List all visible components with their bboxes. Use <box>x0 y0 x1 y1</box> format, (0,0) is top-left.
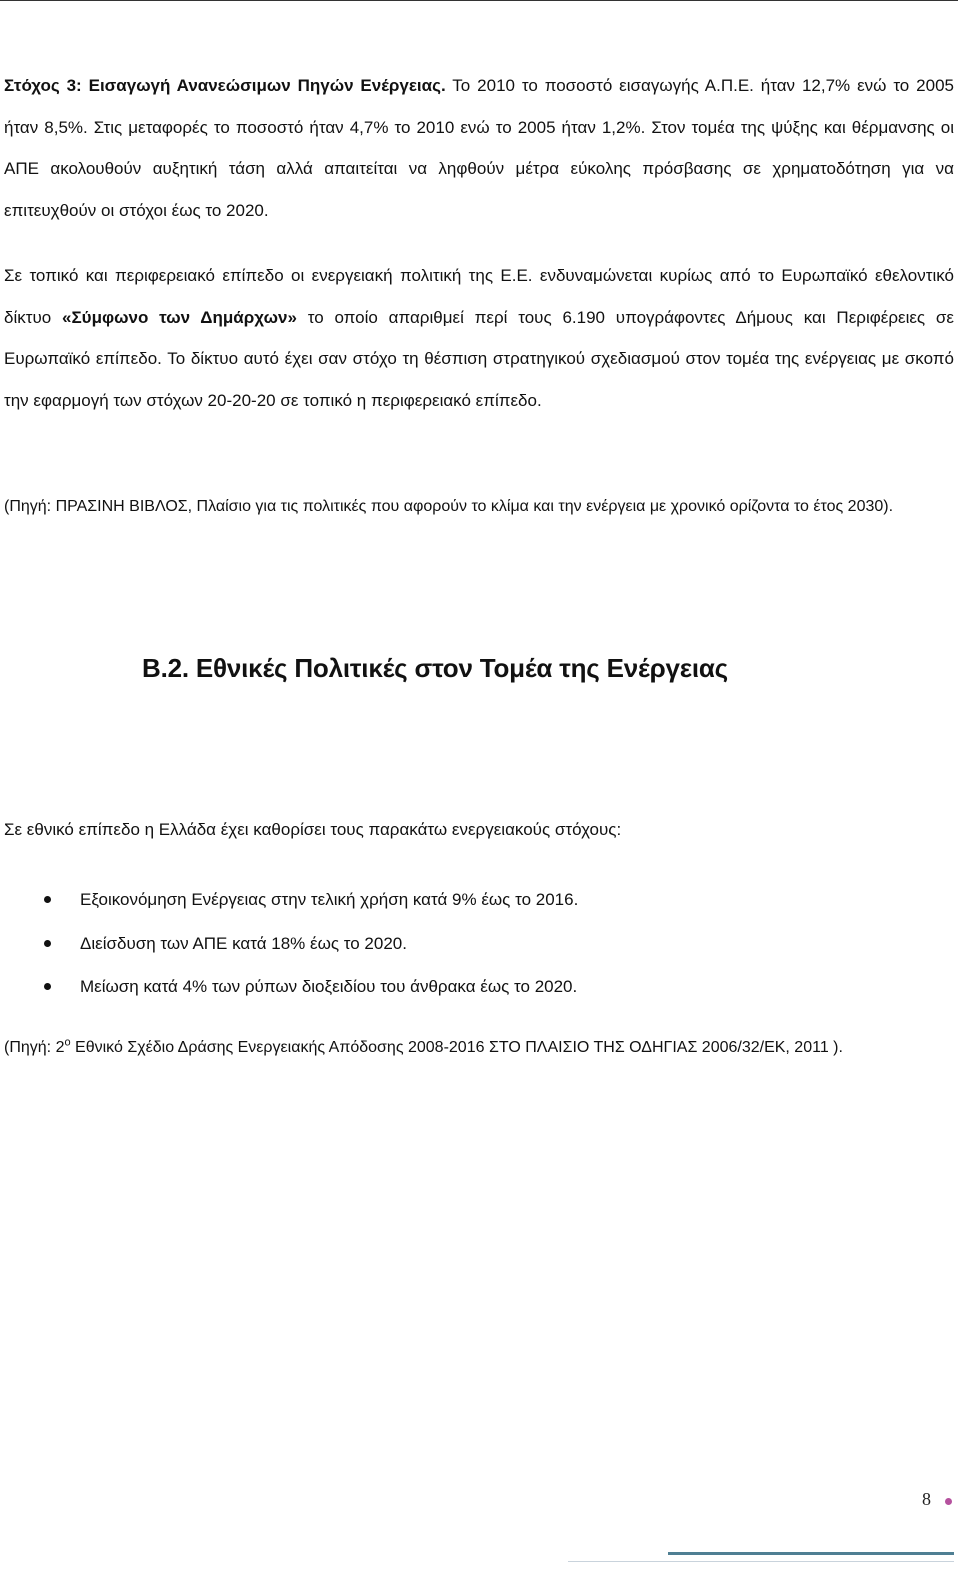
goals-list <box>0 878 960 1009</box>
paragraph-text-before: Σε τοπικό και περιφερειακό επίπεδο οι ενεργειακή πολιτική της Ε.Ε. ενδυναμώνεται κυρίως από το Ευρωπαϊκό εθελοντικό δίκτυο <box>4 266 954 327</box>
bullet-icon <box>44 983 51 990</box>
source-rest: Εθνικό Σχέδιο Δράσης Ενεργειακής Απόδοσης 2008-2016 ΣΤΟ ΠΛΑΙΣΙΟ ΤΗΣ ΟΔΗΓΙΑΣ 2006/32/ΕΚ, 2011 ). <box>70 1039 843 1056</box>
national-goals-lead: Σε εθνικό επίπεδο η Ελλάδα έχει καθορίσει τους παρακάτω ενεργειακούς στόχους: <box>4 820 622 839</box>
section-heading: Β.2. Εθνικές Πολιτικές στον Τομέα της Ενέργειας <box>142 653 728 683</box>
paragraph-text: Το 2010 το ποσοστό εισαγωγής Α.Π.Ε. ήταν 12,7% ενώ το 2005 ήταν 8,5%. Στις μεταφορές το ποσοστό ήταν 4,7% το 2010 ενώ το 2005 ήταν 1,2%. Στον τομέα της ψύξης και θέρμανσης οι ΑΠΕ ακολουθούν αυξητική τάση αλλά απαιτείται να ληφθούν μέτρα εύκολης πρόσβασης σε χρηματοδότηση για να επιτευχθούν οι στόχοι έως το 2020. <box>4 76 954 220</box>
paragraph-covenant <box>4 255 954 421</box>
source-national-plan <box>4 1028 954 1067</box>
footer-line-thin <box>568 1561 954 1562</box>
list-item-text: Μείωση κατά 4% των ρύπων διοξειδίου του άνθρακα έως το 2020. <box>80 977 578 996</box>
list-item <box>0 965 960 1009</box>
source-green-paper: (Πηγή: ΠΡΑΣΙΝΗ ΒΙΒΛΟΣ, Πλαίσιο για τις πολιτικές που αφορούν το κλίμα και την ενέργεια με χρονικό ορίζοντα το έτος 2030). <box>4 498 894 515</box>
source-superscript: ο <box>64 1036 71 1049</box>
top-rule <box>0 0 958 1</box>
paragraph-bold-lead: Στόχος 3: Εισαγωγή Ανανεώσιμων Πηγών Ενέργειας. <box>4 76 446 95</box>
list-item-text: Εξοικονόμηση Ενέργειας στην τελική χρήση κατά 9% έως το 2016. <box>80 890 579 909</box>
list-item <box>0 878 960 922</box>
bullet-icon <box>44 940 51 947</box>
paragraph-text-after: το οποίο απαριθμεί περί τους 6.190 υπογράφοντες Δήμους και Περιφέρειες σε Ευρωπαϊκό επίπεδο. Το δίκτυο αυτό έχει σαν στόχο τη θέσπιση στρατηγικού σχεδιασμού στον τομέα της ενέργειας με σκοπό την εφαρμογή των στόχων 20-20-20 σε τοπικό η περιφερειακό επίπεδο. <box>4 307 954 410</box>
paragraph-renewables <box>4 65 954 231</box>
page-dot-icon <box>945 1498 952 1505</box>
bullet-icon <box>44 896 51 903</box>
footer-line <box>668 1552 954 1555</box>
covenant-of-mayors: «Σύμφωνο των Δημάρχων» <box>62 307 297 327</box>
list-item <box>0 922 960 966</box>
source-prefix: (Πηγή: 2 <box>4 1039 65 1056</box>
page-number: 8 <box>922 1489 931 1509</box>
list-item-text: Διείσδυση των ΑΠΕ κατά 18% έως το 2020. <box>80 933 407 953</box>
